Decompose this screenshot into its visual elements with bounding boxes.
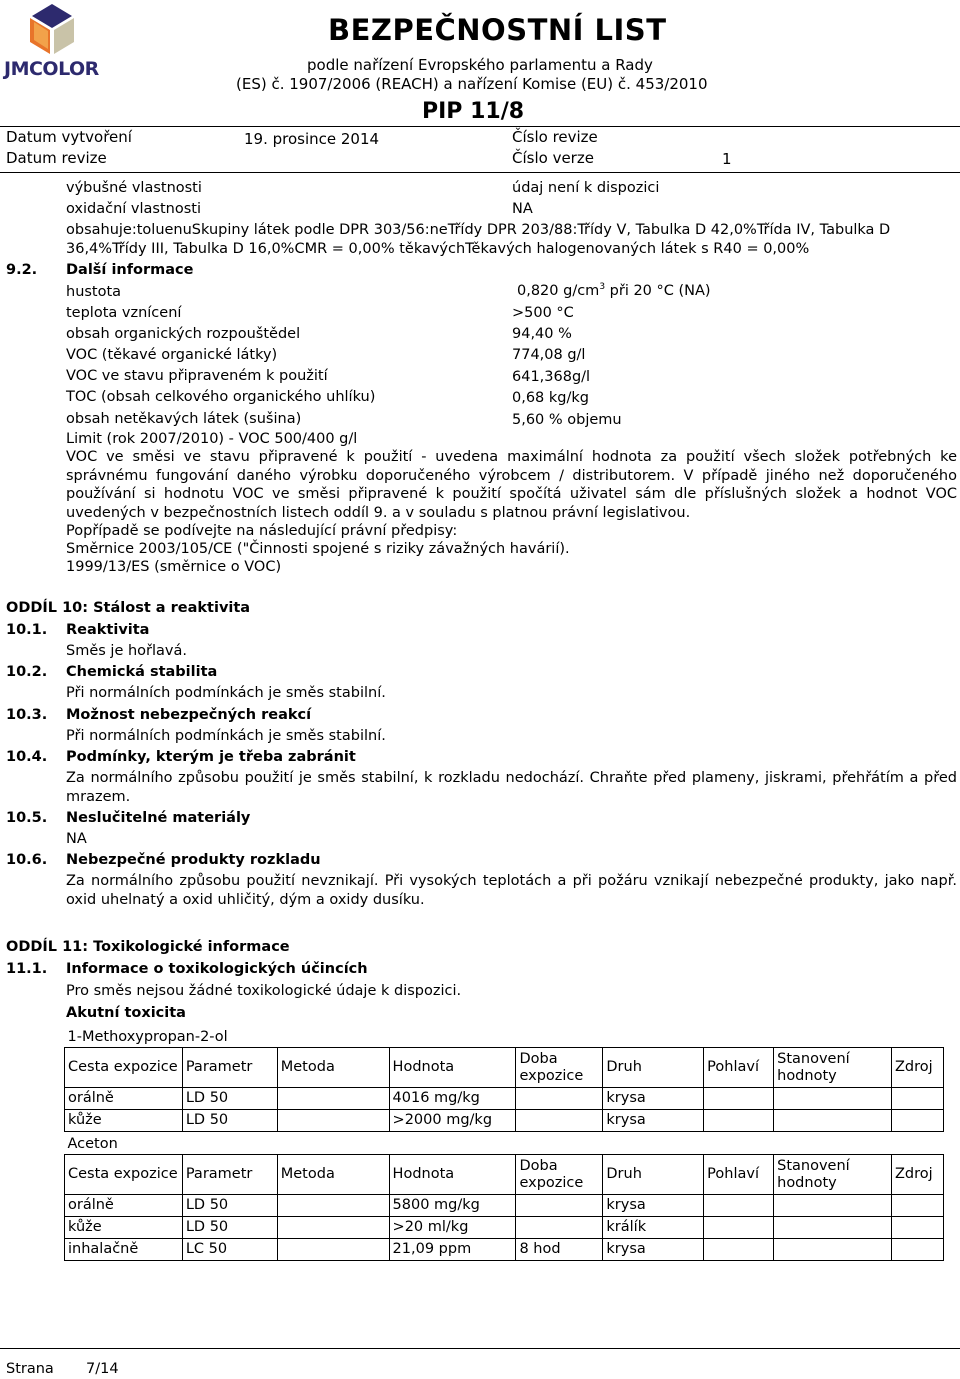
header-cell: Cesta expozice: [65, 1155, 183, 1195]
subsection-text: NA: [66, 831, 87, 847]
table-cell: [704, 1110, 774, 1132]
group-row: [65, 1132, 944, 1155]
revision-date-label: Datum revize: [6, 149, 107, 167]
table-cell: LD 50: [182, 1195, 277, 1217]
table-header-row: [65, 1048, 944, 1088]
section-10-title: ODDÍL 10: Stálost a reaktivita: [6, 600, 251, 616]
subsection-11-1-number: 11.1.: [6, 961, 48, 977]
subtitle-line-1: podle nařízení Evropského parlamentu a Rady: [307, 56, 653, 74]
voc-limit: Limit (rok 2007/2010) - VOC 500/400 g/l: [66, 431, 358, 447]
header-cell: Hodnota: [389, 1048, 516, 1088]
table-cell: kůže: [65, 1110, 183, 1132]
header-cell: Parametr: [182, 1048, 277, 1088]
page-label: Strana: [6, 1361, 54, 1377]
toxicology-intro: Pro směs nejsou žádné toxikologické údaje k dispozici.: [66, 983, 462, 999]
table-cell: [891, 1239, 943, 1261]
table-cell: [516, 1217, 603, 1239]
table-cell: >2000 mg/kg: [389, 1110, 516, 1132]
created-value: 19. prosince 2014: [244, 130, 380, 148]
legal-refer: Popřípadě se podívejte na následující právní předpisy:: [66, 523, 458, 539]
subsection-title: Podmínky, kterým je třeba zabránit: [66, 749, 356, 765]
property-label: VOC ve stavu připraveném k použití: [66, 368, 328, 384]
subsection-9-2-number: 9.2.: [6, 262, 38, 278]
table-cell: 5800 mg/kg: [389, 1195, 516, 1217]
table-cell: [891, 1195, 943, 1217]
property-value: 641,368g/l: [512, 369, 591, 385]
table-cell: [891, 1110, 943, 1132]
property-label: obsah netěkavých látek (sušina): [66, 411, 302, 427]
property-value: 5,60 % objemu: [512, 412, 622, 428]
header-cell: Stanovení hodnoty: [774, 1155, 892, 1195]
table-row: [65, 1217, 944, 1239]
table-row: [65, 1195, 944, 1217]
header-cell: Druh: [603, 1048, 704, 1088]
table-row: [65, 1239, 944, 1261]
table-cell: [774, 1110, 892, 1132]
subsection-text: Při normálních podmínkách je směs stabilní.: [66, 685, 386, 701]
table-cell: krysa: [603, 1088, 704, 1110]
table-cell: krysa: [603, 1195, 704, 1217]
header-cell: Zdroj: [891, 1155, 943, 1195]
table-cell: 4016 mg/kg: [389, 1088, 516, 1110]
table-header-row: [65, 1155, 944, 1195]
table-cell: [774, 1239, 892, 1261]
subsection-text: Při normálních podmínkách je směs stabilní.: [66, 728, 386, 744]
acute-toxicity-title: Akutní toxicita: [66, 1005, 186, 1021]
table-cell: [891, 1217, 943, 1239]
subsection-text: Směs je hořlavá.: [66, 643, 187, 659]
property-label: VOC (těkavé organické látky): [66, 347, 278, 363]
header-cell: Metoda: [277, 1155, 389, 1195]
subsection-number: 10.4.: [6, 749, 48, 765]
property-label: obsah organických rozpouštědel: [66, 326, 301, 342]
table-cell: [277, 1195, 389, 1217]
property-label: hustota: [66, 284, 122, 300]
table-cell: >20 ml/kg: [389, 1217, 516, 1239]
header-cell: Doba expozice: [516, 1048, 603, 1088]
subsection-title: Neslučitelné materiály: [66, 810, 251, 826]
header-cell: Cesta expozice: [65, 1048, 183, 1088]
subsection-title: Možnost nebezpečných reakcí: [66, 707, 312, 723]
subsection-title: Reaktivita: [66, 622, 150, 638]
header-cell: Druh: [603, 1155, 704, 1195]
table-cell: LD 50: [182, 1110, 277, 1132]
table-cell: [516, 1088, 603, 1110]
brand-name: JMCOLOR: [4, 58, 99, 80]
group-row: [65, 1026, 944, 1048]
version-value: 1: [722, 150, 732, 168]
table-cell: [774, 1088, 892, 1110]
property-value: 0,68 kg/kg: [512, 390, 589, 406]
contains-line-1: obsahuje:toluenuSkupiny látek podle DPR 303/56:neTřídy DPR 203/88:Třídy V, Tabulka D 42,0%Třída IV, Tabulka D: [66, 222, 891, 238]
table-row: [65, 1110, 944, 1132]
table-cell: [516, 1110, 603, 1132]
product-code: PIP 11/8: [422, 99, 525, 124]
voc-description: VOC ve směsi ve stavu připravené k použití - uvedena maximální hodnota za použití všech složek potřebných ke správnému fungování daného výrobku doporučeného výrobcem / distributorem. V případě jiného než doporučeného používání si hodnotu VOC ve směsi připravené k použití spočítá uživatel sám dle příslušných složek a hodnot VOC uvedených v bezpečnostních listech oddíl 9. a v souladu s platnou právní legislativou.: [66, 449, 957, 521]
revision-number-label: Číslo revize: [512, 128, 598, 146]
table-cell: orálně: [65, 1195, 183, 1217]
header-cell: Parametr: [182, 1155, 277, 1195]
oxidizing-label: oxidační vlastnosti: [66, 201, 201, 217]
property-label: TOC (obsah celkového organického uhlíku): [66, 389, 376, 405]
subsection-number: 10.6.: [6, 852, 48, 868]
property-label: teplota vznícení: [66, 305, 182, 321]
footer-divider: [0, 1348, 960, 1349]
header-divider-bottom: [0, 172, 960, 173]
oxidizing-value: NA: [512, 201, 533, 217]
acute-toxicity-table: [64, 1026, 944, 1261]
table-cell: [774, 1195, 892, 1217]
table-cell: [704, 1239, 774, 1261]
subsection-number: 10.3.: [6, 707, 48, 723]
header-cell: Doba expozice: [516, 1155, 603, 1195]
subsection-number: 10.2.: [6, 664, 48, 680]
table-cell: [277, 1217, 389, 1239]
property-value: 0,820 $g/cm^3$ při 20 °C (NA): [517, 282, 711, 299]
subsection-text: Za normálního způsobu použití je směs stabilní, k rozkladu nedochází. Chraňte před plameny, jiskrami, přehřátím a před mrazem.: [66, 770, 957, 805]
table-row: [65, 1088, 944, 1110]
table-cell: [277, 1110, 389, 1132]
document-title: BEZPEČNOSTNÍ LIST: [328, 13, 667, 47]
table-cell: [277, 1239, 389, 1261]
subsection-9-2-title: Další informace: [66, 262, 194, 278]
directive-2: 1999/13/ES (směrnice o VOC): [66, 559, 282, 575]
contains-line-2: 36,4%Třídy III, Tabulka D 16,0%CMR = 0,00% těkavýchTěkavých halogenovaných látek s R40 = 0,00%: [66, 241, 810, 257]
explosive-label: výbušné vlastnosti: [66, 180, 202, 196]
property-value: 774,08 g/l: [512, 347, 586, 363]
explosive-value: údaj není k dispozici: [512, 180, 660, 196]
substance-name: Aceton: [67, 1135, 118, 1152]
substance-name: 1-Methoxypropan-2-ol: [67, 1029, 228, 1045]
table-cell: [277, 1088, 389, 1110]
page-number: 7/14: [86, 1361, 119, 1377]
property-value: >500 °C: [512, 305, 574, 321]
table-cell: LD 50: [182, 1088, 277, 1110]
table-cell: kůže: [65, 1217, 183, 1239]
version-label: Číslo verze: [512, 149, 594, 167]
table-cell: [891, 1088, 943, 1110]
table-cell: krysa: [603, 1239, 704, 1261]
table-cell: 8 hod: [516, 1239, 603, 1261]
table-cell: králík: [603, 1217, 704, 1239]
subsection-11-1-title: Informace o toxikologických účincích: [66, 961, 368, 977]
subsection-number: 10.5.: [6, 810, 48, 826]
header-cell: Metoda: [277, 1048, 389, 1088]
table-cell: orálně: [65, 1088, 183, 1110]
subsection-text: Za normálního způsobu použití nevznikají. Při vysokých teplotách a při požáru vznikají nebezpečné produkty, jako např. oxid uhelnatý a oxid uhličitý, dým a oxidy dusíku.: [66, 873, 957, 908]
created-label: Datum vytvoření: [6, 128, 132, 146]
section-11-title: ODDÍL 11: Toxikologické informace: [6, 939, 290, 955]
table-cell: LD 50: [182, 1217, 277, 1239]
header-cell: Hodnota: [389, 1155, 516, 1195]
table-cell: [704, 1217, 774, 1239]
property-value: 94,40 %: [512, 326, 572, 342]
subsection-title: Nebezpečné produkty rozkladu: [66, 852, 321, 868]
header-cell: Stanovení hodnoty: [774, 1048, 892, 1088]
directive-1: Směrnice 2003/105/CE ("Činnosti spojené s riziky závažných havárií).: [66, 541, 570, 557]
subsection-title: Chemická stabilita: [66, 664, 218, 680]
table-cell: [516, 1195, 603, 1217]
table-cell: [774, 1217, 892, 1239]
header-cell: Zdroj: [891, 1048, 943, 1088]
table-cell: LC 50: [182, 1239, 277, 1261]
subsection-number: 10.1.: [6, 622, 48, 638]
table-cell: [704, 1195, 774, 1217]
table-cell: 21,09 ppm: [389, 1239, 516, 1261]
table-cell: [704, 1088, 774, 1110]
header-divider-top: [0, 126, 960, 127]
header-cell: Pohlaví: [704, 1048, 774, 1088]
header-cell: Pohlaví: [704, 1155, 774, 1195]
table-cell: inhalačně: [65, 1239, 183, 1261]
subtitle-line-2: (ES) č. 1907/2006 (REACH) a nařízení Komise (EU) č. 453/2010: [236, 75, 708, 93]
table-cell: krysa: [603, 1110, 704, 1132]
